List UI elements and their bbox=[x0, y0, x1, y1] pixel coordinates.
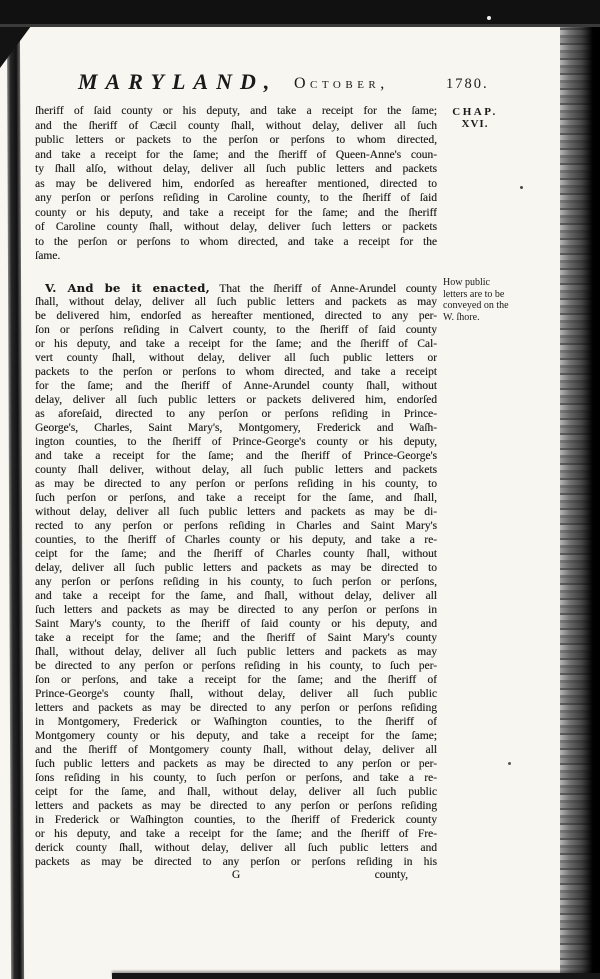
text-line: county ſhall deliver, without delay, all ſuch public letters and packets bbox=[35, 464, 437, 476]
text-line: packets to the perſon or perſons to whom directed, and take a receipt bbox=[35, 366, 437, 378]
text-line: as aforeſaid, directed to any perſon or perſons reſiding in Prince- bbox=[35, 408, 437, 420]
text-line: delay, deliver all ſuch public letters or packets delivered him, endorſed bbox=[35, 394, 437, 406]
text-line: Montgomery county or his deputy, and take a receipt for the ſame; bbox=[35, 730, 437, 742]
margin-note: How public letters are to be conveyed on the W. ſhore. bbox=[443, 277, 509, 323]
scan-corner-blot bbox=[0, 22, 34, 68]
page-header-year: 1780. bbox=[446, 76, 489, 92]
text-line: take a receipt for the ſame; and the ſheriff of Saint Mary's county bbox=[35, 632, 437, 644]
text-line: ſuch letters and packets as may be directed to any perſon or perſons in bbox=[35, 604, 437, 616]
text-line: ſuch perſon or perſons, and take a receipt for the ſame, and ſhall, bbox=[35, 492, 437, 504]
text-line bbox=[35, 281, 437, 295]
text-line: ty ſhall alſo, without delay, deliver all ſuch public letters and packets bbox=[35, 163, 437, 175]
text-line: county or his deputy, and take a receipt for the ſame; and the ſheriff bbox=[35, 206, 437, 219]
book-edge-right bbox=[560, 0, 600, 979]
text-line: and take a receipt for the ſame; and the ſheriff of Prince-George's bbox=[35, 450, 437, 462]
text-line: and take a receipt for the ſame; and the ſheriff of Queen-Anne's coun- bbox=[35, 148, 437, 161]
text-line: letters and packets as may be directed to any perſon or perſons reſiding bbox=[35, 800, 437, 812]
text-line: Prince-George's county ſhall, without delay, deliver all ſuch public bbox=[35, 688, 437, 700]
scan-edge-bottom bbox=[112, 973, 600, 979]
text-line: to the perſon or perſons to whom directed, and take a receipt for the bbox=[35, 235, 437, 248]
paragraph-lines bbox=[35, 104, 437, 249]
paragraph-lines bbox=[35, 295, 437, 869]
text-line: derick county ſhall, without delay, deliver all ſuch public letters and bbox=[35, 842, 437, 854]
page-header-state: MARYLAND, bbox=[78, 69, 278, 94]
text-line: ceipt for the ſame; and the ſheriff of Charles county ſhall, without bbox=[35, 548, 437, 560]
text-line: counties, to the ſheriff of Charles county or his deputy, and take a re- bbox=[35, 534, 437, 546]
scan-speck bbox=[508, 762, 511, 765]
text-line: ſons reſiding in his county, to ſuch perſon or perſons, and take a re- bbox=[35, 772, 437, 784]
paragraph-continuation bbox=[35, 104, 437, 264]
text-line: ſhall, without delay, deliver all ſuch public letters and packets as may bbox=[35, 646, 437, 658]
text-line: and take a receipt for the ſame, and ſhall, without delay, deliver all bbox=[35, 590, 437, 602]
scan-speck bbox=[520, 186, 523, 189]
binding-shadow-left bbox=[7, 22, 24, 979]
text-line: and the ſheriff of Montgomery county ſhall, without delay, deliver all bbox=[35, 744, 437, 756]
scan-speck bbox=[487, 16, 491, 20]
text-line: ſuch public letters and packets as may be directed to any perſon or per- bbox=[35, 758, 437, 770]
text-line: delay, deliver all ſuch public letters and packets as may be directed to bbox=[35, 562, 437, 574]
text-line: ington counties, to the ſheriff of Prince-George's county or his deputy, bbox=[35, 436, 437, 448]
text-line: in Montgomery, Frederick or Waſhington counties, to the ſheriff of bbox=[35, 716, 437, 728]
page-footer bbox=[35, 869, 437, 883]
text-line: and the ſheriff of Cæcil county ſhall, without delay, deliver all ſuch bbox=[35, 119, 437, 132]
paragraph-section-v bbox=[35, 281, 437, 869]
text-line: rected to any perſon or perſons reſiding in Charles and Saint Mary's bbox=[35, 520, 437, 532]
signature-mark: G bbox=[231, 869, 241, 881]
chapter-label: CHAP. bbox=[452, 106, 498, 118]
text-line: be delivered him, endorſed as hereafter mentioned, directed to any per- bbox=[35, 310, 437, 322]
catchword: county, bbox=[374, 869, 408, 881]
text-line: without delay, deliver all ſuch public letters and packets as may be di- bbox=[35, 506, 437, 518]
text-line: in Frederick or Waſhington counties, to the ſheriff of Frederick county bbox=[35, 814, 437, 826]
text-line: George's, Charles, Saint Mary's, Montgomery, Frederick and Waſh- bbox=[35, 422, 437, 434]
text-line: or his deputy, and take a receipt for the ſame; and the ſheriff of Fre- bbox=[35, 828, 437, 840]
text-line: or his deputy, and take a receipt for the ſame; and the ſheriff of Cal- bbox=[35, 338, 437, 350]
text-line: packets as may be directed to any perſon or perſons reſiding in his bbox=[35, 856, 437, 868]
text-line: vert county ſhall, without delay, deliver all ſuch public letters or bbox=[35, 352, 437, 364]
first-line-text: That the ſheriff of Anne-Arundel county bbox=[209, 283, 437, 295]
text-line: ſon or perſons, and take a receipt for the ſame; and the ſheriff of bbox=[35, 674, 437, 686]
page-header-month: October, bbox=[294, 75, 389, 92]
text-line: of Caroline county ſhall, without delay, deliver ſuch letters or packets bbox=[35, 221, 437, 233]
text-line: for the ſame; and the ſheriff of Anne-Arundel county ſhall, without bbox=[35, 380, 437, 392]
text-line: letters and packets as may be directed to any perſon or perſons reſiding bbox=[35, 702, 437, 714]
text-line: any perſon or perſons reſiding in Caroline county, to the ſheriff of ſaid bbox=[35, 192, 437, 204]
text-line: ſheriff of ſaid county or his deputy, and take a receipt for the ſame; bbox=[35, 105, 437, 117]
text-line: be directed to any perſon or perſons reſiding in his county, to ſuch per- bbox=[35, 660, 437, 672]
scan-edge-top bbox=[0, 0, 600, 27]
text-line: public letters or packets to the perſon or perſons to whom directed, bbox=[35, 134, 437, 146]
text-line: ſhall, without delay, deliver all ſuch public letters and packets as may bbox=[35, 296, 437, 308]
text-line: Saint Mary's county, to the ſheriff of ſaid county or his deputy, and bbox=[35, 618, 437, 630]
text-line: ſon or perſons reſiding in Calvert county, to the ſheriff of ſaid county bbox=[35, 324, 437, 336]
chapter-note bbox=[449, 106, 501, 130]
text-line: as may be directed to any perſon or perſons reſiding in his county, to bbox=[35, 478, 437, 490]
text-line: any perſon or perſons reſiding in his county, to ſuch perſon or perſons, bbox=[35, 576, 437, 588]
text-line: as may be delivered him, endorſed as hereafter mentioned, directed to bbox=[35, 177, 437, 190]
chapter-number: XVI. bbox=[461, 118, 489, 130]
enacting-phrase: V. And be it enacted, bbox=[45, 281, 210, 295]
text-line: ceipt for the ſame, and ſhall, without delay, deliver all ſuch public bbox=[35, 786, 437, 798]
text-line: ſame. bbox=[35, 250, 61, 262]
